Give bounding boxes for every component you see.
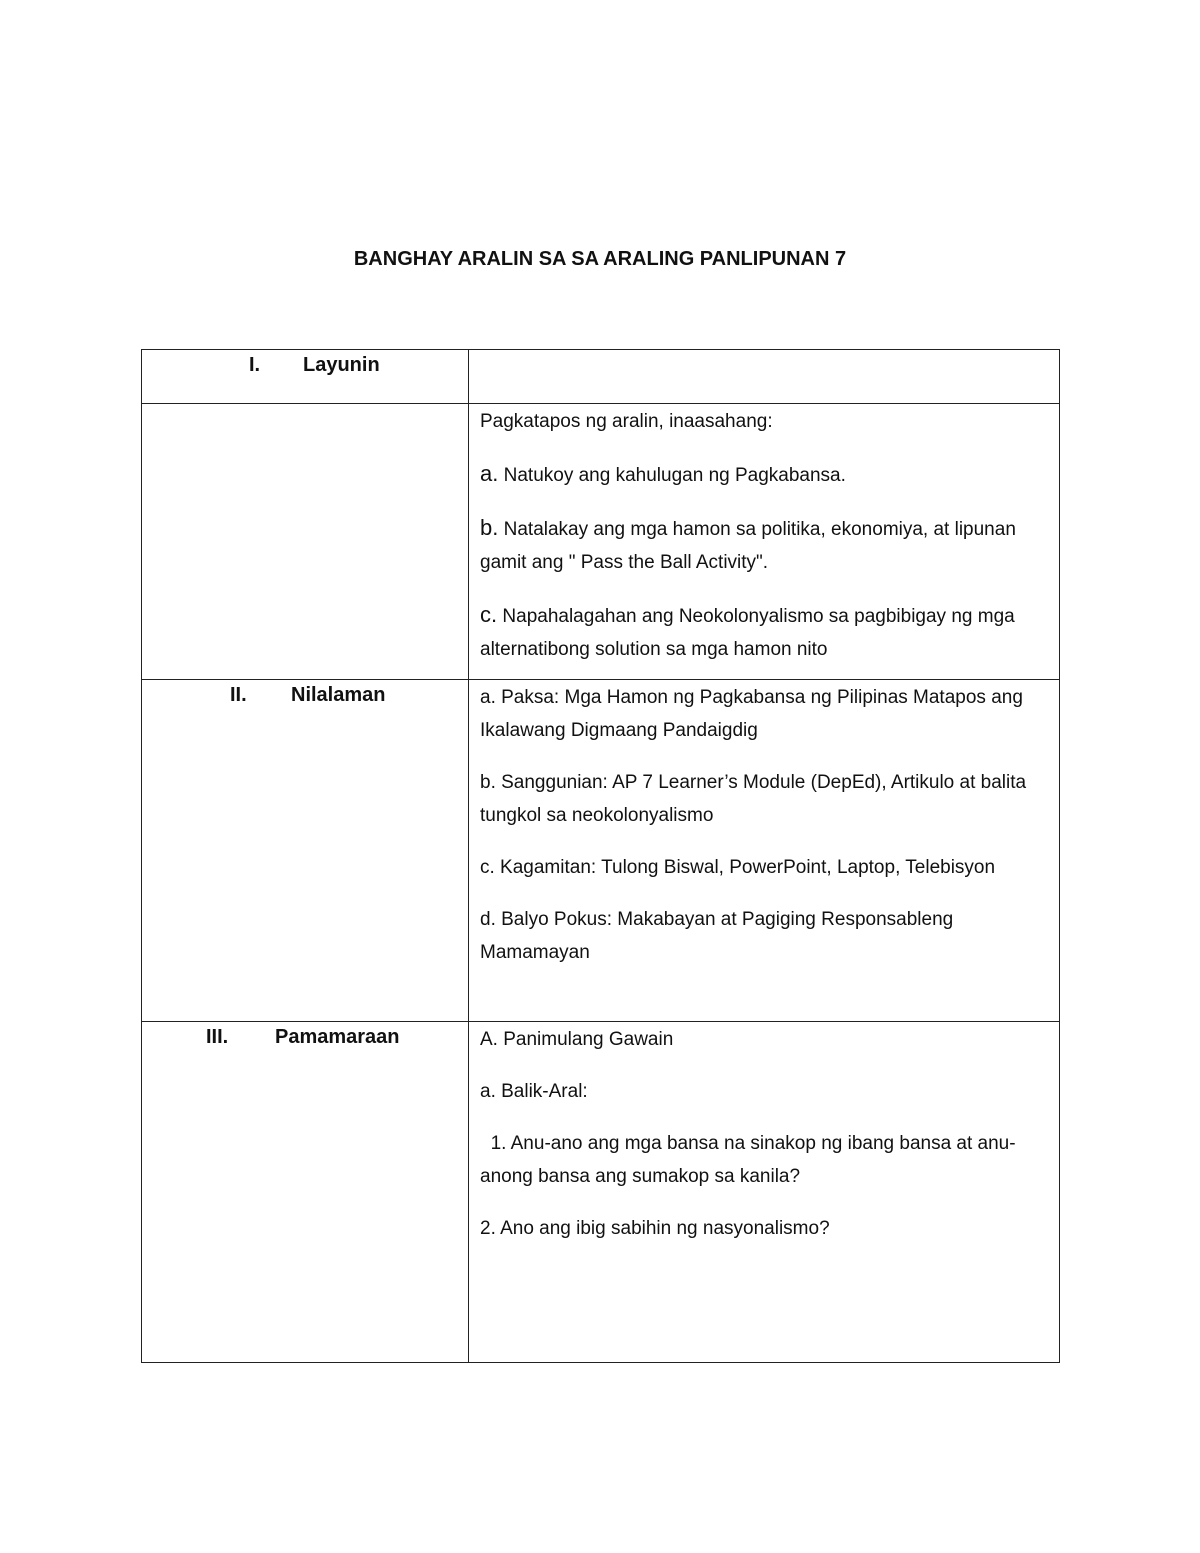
- table-row-layunin-header: [142, 350, 1060, 404]
- content-item-paksa: a. Paksa: Mga Hamon ng Pagkabansa ng Pilipinas Matapos ang Ikalawang Digmaang Pandaigdig: [480, 687, 1023, 741]
- objective-text: Natalakay ang mga hamon sa politika, ekonomiya, at lipunan gamit ang " Pass the Ball Activity".: [480, 519, 1016, 573]
- content-item-sanggunian: b. Sanggunian: AP 7 Learner’s Module (DepEd), Artikulo at balita tungkol sa neokolonyalismo: [480, 772, 1027, 826]
- section-number: III.: [206, 1026, 229, 1048]
- table-row-layunin-content: [142, 404, 1060, 680]
- table-row-pamamaraan: [142, 1022, 1060, 1363]
- procedure-item-balik-aral: a. Balik-Aral:: [480, 1081, 588, 1102]
- content-cell-layunin: [469, 404, 1060, 680]
- label-cell-nilalaman: [142, 680, 469, 1022]
- procedure-question-2: 2. Ano ang ibig sabihin ng nasyonalismo?: [480, 1218, 830, 1239]
- section-label-layunin: [142, 350, 468, 380]
- objectives-intro: Pagkatapos ng aralin, inaasahang:: [480, 411, 773, 432]
- content-item-kagamitan: c. Kagamitan: Tulong Biswal, PowerPoint, Laptop, Telebisyon: [480, 857, 996, 878]
- section-label-nilalaman: [142, 680, 468, 710]
- label-cell-layunin: [142, 350, 469, 404]
- section-number: I.: [249, 354, 261, 376]
- procedure-item-panimula: A. Panimulang Gawain: [480, 1029, 674, 1050]
- label-cell-empty: [142, 404, 469, 680]
- objective-item: [469, 511, 1059, 579]
- objective-letter: a.: [480, 461, 499, 486]
- label-cell-pamamaraan: [142, 1022, 469, 1363]
- objective-letter: b.: [480, 515, 499, 540]
- content-cell-nilalaman: [469, 680, 1060, 1022]
- section-number: II.: [230, 684, 247, 706]
- section-name: Layunin: [303, 354, 380, 376]
- content-cell-pamamaraan: [469, 1022, 1060, 1363]
- procedure-question-1: 1. Anu-ano ang mga bansa na sinakop ng ibang bansa at anu-anong bansa ang sumakop sa kanila?: [480, 1133, 1016, 1187]
- section-label-pamamaraan: [142, 1022, 468, 1052]
- objective-item: [469, 598, 1059, 666]
- table-row-nilalaman: [142, 680, 1060, 1022]
- section-name: Pamamaraan: [275, 1026, 400, 1048]
- content-cell-layunin-header: [469, 350, 1060, 404]
- objective-text: Napahalagahan ang Neokolonyalismo sa pagbibigay ng mga alternatibong solution sa mga hamon nito: [480, 606, 1015, 660]
- objective-item: [469, 457, 1059, 492]
- section-name: Nilalaman: [291, 684, 386, 706]
- content-item-balyo-pokus: d. Balyo Pokus: Makabayan at Pagiging Responsableng Mamamayan: [480, 909, 954, 963]
- lesson-plan-table: [141, 349, 1060, 1363]
- objective-text: Natukoy ang kahulugan ng Pagkabansa.: [498, 465, 846, 486]
- objective-letter: c.: [480, 602, 498, 627]
- document-title: BANGHAY ARALIN SA SA ARALING PANLIPUNAN 7: [353, 248, 847, 270]
